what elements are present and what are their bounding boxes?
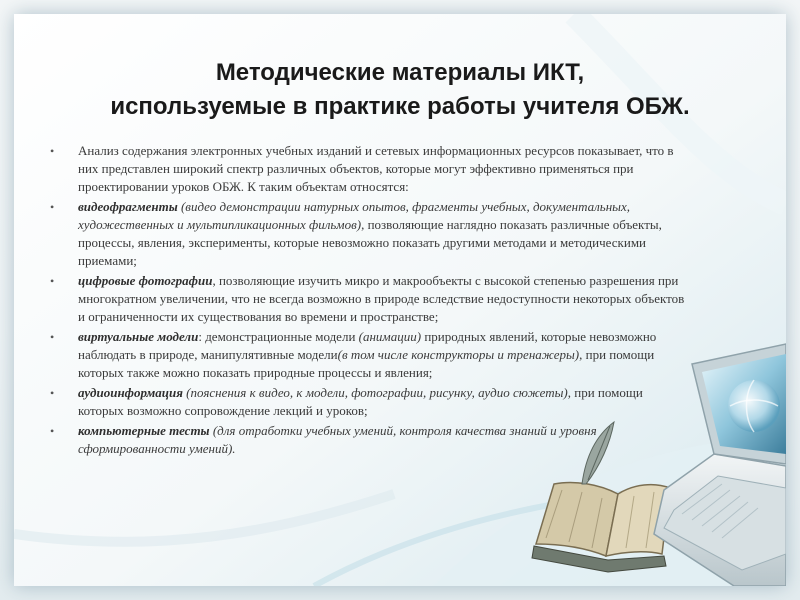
slide-frame <box>14 14 786 586</box>
list-item <box>48 272 688 326</box>
item-term: цифровые фотографии <box>78 273 213 288</box>
item-text: , при помощи которых возможно сопровождение лекций и уроков; <box>78 385 643 418</box>
list-item <box>48 142 688 196</box>
item-term: видеофрагменты <box>78 199 178 214</box>
bullet-icon: • <box>50 144 55 158</box>
item-note: (анимации) <box>358 329 422 344</box>
item-text: , позволяющие наглядно показать различные объекты, процессы, явления, эксперименты, которые невозможно показать другими методами и методическими приемами; <box>78 217 662 268</box>
item-text: , позволяющие изучить микро и макрообъекты с высокой степенью разрешения при многократном увеличении, что не всегда возможно в природе вследствие недоступности некоторых объектов и ограниченности их существования во времени и пространстве; <box>78 273 685 324</box>
bullet-icon: • <box>50 200 55 214</box>
bullet-icon: • <box>50 424 55 438</box>
bullet-icon: • <box>50 274 55 288</box>
item-text: Анализ содержания электронных учебных изданий и сетевых информационных ресурсов показывает, что в них представлен широкий спектр различных объектов, которые могут эффективно применяться при проектировании уроков ОБЖ. К таким объектам относятся: <box>78 143 674 194</box>
bullet-icon: • <box>50 386 55 400</box>
item-term: компьютерные тесты <box>78 423 210 438</box>
item-note: (для отработки учебных умений, контроля качества знаний и уровня сформированности умений). <box>78 423 597 456</box>
item-note: (видео демонстрации натурных опытов, фрагменты учебных, документальных, художественных и мультипликационных фильмов) <box>78 199 630 232</box>
bullet-icon: • <box>50 330 55 344</box>
list-item <box>48 422 688 458</box>
item-text: : демонстрационные модели <box>198 329 359 344</box>
item-term: аудиоинформация <box>78 385 183 400</box>
bullet-list <box>48 142 688 460</box>
item-text: , при помощи которых также можно показать природные процессы и явления; <box>78 347 655 380</box>
title-line-1: Методические материалы ИКТ, <box>215 59 585 86</box>
list-item <box>48 328 688 382</box>
item-note: (пояснения к видео, к модели, фотографии, рисунку, аудио сюжеты) <box>182 385 568 400</box>
title-line-2: используемые в практике работы учителя ОБЖ. <box>110 93 690 120</box>
list-item <box>48 384 688 420</box>
item-text: природных явлений, которые невозможно наблюдать в природе, манипулятивные модели <box>78 329 657 362</box>
page-title <box>14 56 786 124</box>
item-term: виртуальные модели <box>78 329 199 344</box>
list-item <box>48 198 688 270</box>
item-note: (в том числе конструкторы и тренажеры) <box>337 347 580 362</box>
